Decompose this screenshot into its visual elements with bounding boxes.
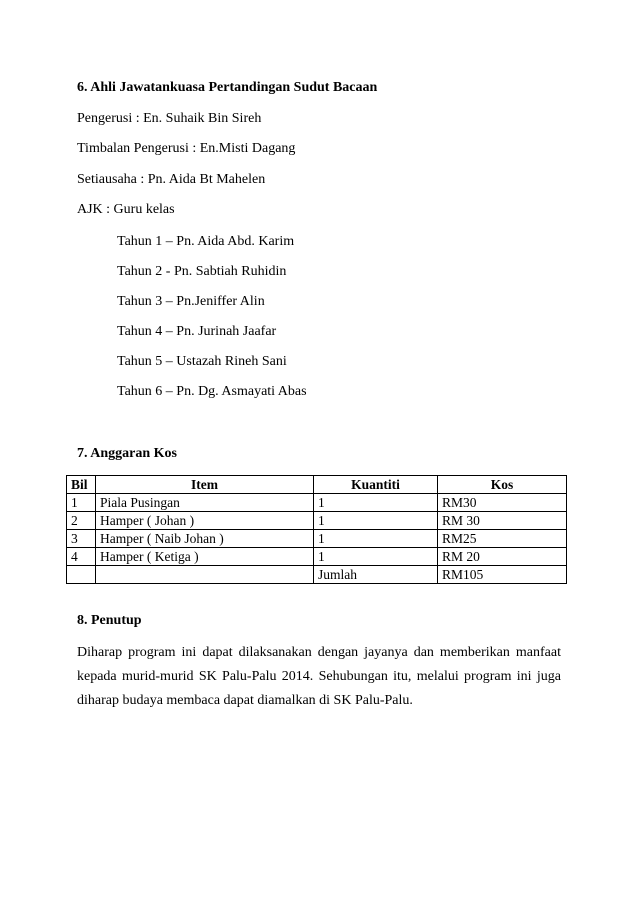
section-8-heading: 8. Penutup xyxy=(77,613,142,628)
table-row xyxy=(67,512,567,530)
tahun-6-line: Tahun 6 – Pn. Dg. Asmayati Abas xyxy=(117,384,307,399)
total-label: Jumlah xyxy=(314,566,438,584)
cell-empty xyxy=(96,566,314,584)
cell-item: Hamper ( Ketiga ) xyxy=(96,548,314,566)
cell-kuantiti: 1 xyxy=(314,530,438,548)
table-total-row xyxy=(67,566,567,584)
cell-kos: RM 30 xyxy=(438,512,567,530)
cost-table xyxy=(66,475,567,584)
cell-bil: 3 xyxy=(67,530,96,548)
cell-item: Hamper ( Naib Johan ) xyxy=(96,530,314,548)
header-item: Item xyxy=(96,476,314,494)
setiausaha-line: Setiausaha : Pn. Aida Bt Mahelen xyxy=(77,172,266,187)
cell-bil: 1 xyxy=(67,494,96,512)
cell-kos: RM25 xyxy=(438,530,567,548)
section-7-heading: 7. Anggaran Kos xyxy=(77,446,177,461)
cell-kos: RM30 xyxy=(438,494,567,512)
tahun-2-line: Tahun 2 - Pn. Sabtiah Ruhidin xyxy=(117,264,287,279)
section-6-heading: 6. Ahli Jawatankuasa Pertandingan Sudut Bacaan xyxy=(77,80,378,95)
table-row xyxy=(67,548,567,566)
penutup-paragraph: Diharap program ini dapat dilaksanakan dengan jayanya dan memberikan manfaat kepada murid-murid SK Palu-Palu 2014. Sehubungan itu, melalui program ini juga diharap budaya membaca dapat diamalkan di SK Palu-Palu. xyxy=(77,645,561,708)
cell-kuantiti: 1 xyxy=(314,548,438,566)
pengerusi-line: Pengerusi : En. Suhaik Bin Sireh xyxy=(77,111,262,126)
header-kuantiti: Kuantiti xyxy=(314,476,438,494)
tahun-3-line: Tahun 3 – Pn.Jeniffer Alin xyxy=(117,294,265,309)
cell-kuantiti: 1 xyxy=(314,512,438,530)
cell-item: Hamper ( Johan ) xyxy=(96,512,314,530)
cell-bil: 4 xyxy=(67,548,96,566)
table-row xyxy=(67,494,567,512)
timbalan-line: Timbalan Pengerusi : En.Misti Dagang xyxy=(77,141,296,156)
header-bil: Bil xyxy=(67,476,96,494)
tahun-1-line: Tahun 1 – Pn. Aida Abd. Karim xyxy=(117,234,295,249)
tahun-4-line: Tahun 4 – Pn. Jurinah Jaafar xyxy=(117,324,277,339)
header-kos: Kos xyxy=(438,476,567,494)
tahun-5-line: Tahun 5 – Ustazah Rineh Sani xyxy=(117,354,287,369)
total-value: RM105 xyxy=(438,566,567,584)
cell-bil: 2 xyxy=(67,512,96,530)
ajk-line: AJK : Guru kelas xyxy=(77,202,175,217)
table-row xyxy=(67,530,567,548)
cell-item: Piala Pusingan xyxy=(96,494,314,512)
table-header-row xyxy=(67,476,567,494)
cell-kuantiti: 1 xyxy=(314,494,438,512)
cell-kos: RM 20 xyxy=(438,548,567,566)
cell-empty xyxy=(67,566,96,584)
